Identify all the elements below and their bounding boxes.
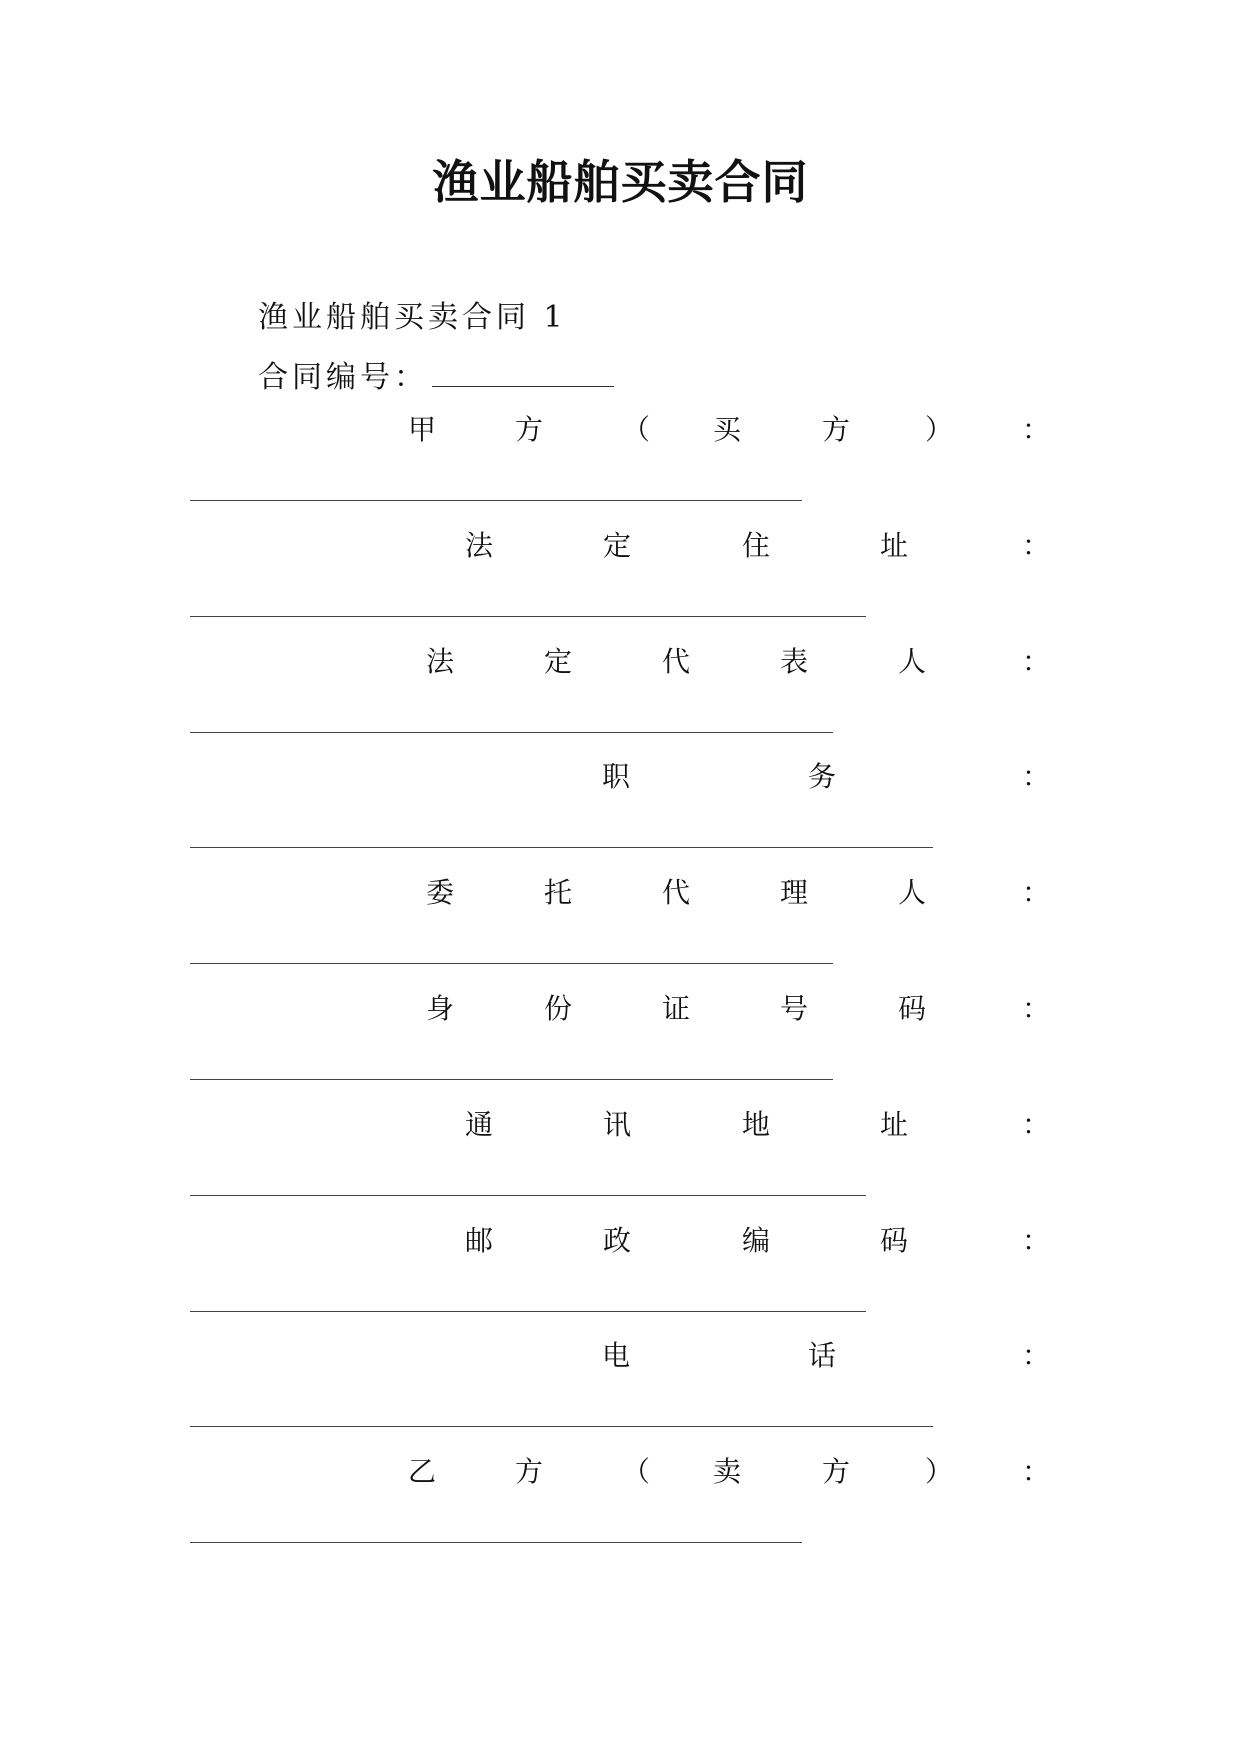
field-label-char: 址 xyxy=(880,529,909,562)
field-label-char: 法 xyxy=(426,645,455,678)
field-blank-agent[interactable] xyxy=(190,963,833,964)
field-colon: ： xyxy=(1022,992,1051,1025)
field-label-char: 份 xyxy=(544,992,573,1025)
field-colon: ： xyxy=(1022,760,1051,793)
field-colon: ： xyxy=(1022,1108,1051,1141)
field-label-id-number xyxy=(0,989,1241,1029)
field-label-char: 码 xyxy=(880,1224,909,1257)
field-label-char: 乙 xyxy=(408,1455,437,1488)
field-blank-postal-code[interactable] xyxy=(190,1311,866,1312)
field-colon: ： xyxy=(1022,645,1051,678)
contract-number-blank[interactable] xyxy=(432,356,614,387)
field-label-legal-representative xyxy=(0,642,1241,682)
field-label-phone xyxy=(0,1336,1241,1376)
field-label-char: 买 xyxy=(713,413,742,446)
field-label-char: 址 xyxy=(880,1108,909,1141)
field-label-char: 地 xyxy=(742,1108,771,1141)
field-blank-legal-representative[interactable] xyxy=(190,732,833,733)
field-label-char: 方 xyxy=(515,1455,544,1488)
field-blank-legal-address[interactable] xyxy=(190,616,866,617)
field-label-char: 表 xyxy=(780,645,809,678)
field-label-char: 甲 xyxy=(408,413,437,446)
field-label-char: 讯 xyxy=(603,1108,632,1141)
field-label-char: 法 xyxy=(465,529,494,562)
field-blank-position[interactable] xyxy=(190,847,933,848)
field-label-char: 话 xyxy=(808,1339,837,1372)
field-label-char: 政 xyxy=(603,1224,632,1257)
field-label-char: 定 xyxy=(544,645,573,678)
field-blank-party-a[interactable] xyxy=(190,500,802,501)
field-label-char: 身 xyxy=(426,992,455,1025)
field-label-party-a xyxy=(0,410,1241,450)
field-colon: ： xyxy=(1022,1339,1051,1372)
field-label-char: 码 xyxy=(898,992,927,1025)
field-label-char: 方 xyxy=(822,1455,851,1488)
field-label-char: 电 xyxy=(602,1339,631,1372)
field-colon: ： xyxy=(1022,1224,1051,1257)
field-label-char: 托 xyxy=(544,876,573,909)
field-label-agent xyxy=(0,873,1241,913)
field-label-char: 通 xyxy=(465,1108,494,1141)
field-label-char: 务 xyxy=(808,760,837,793)
field-label-char: 理 xyxy=(780,876,809,909)
field-label-char: ） xyxy=(925,1455,954,1488)
field-label-postal-code xyxy=(0,1221,1241,1261)
field-label-char: 证 xyxy=(662,992,691,1025)
field-label-char: 方 xyxy=(515,413,544,446)
contract-heading: 渔业船舶买卖合同 1 xyxy=(258,300,567,335)
field-label-char: 住 xyxy=(742,529,771,562)
field-colon: ： xyxy=(1022,1455,1051,1488)
field-colon: ： xyxy=(1022,529,1051,562)
field-label-char: 代 xyxy=(662,876,691,909)
field-blank-id-number[interactable] xyxy=(190,1079,833,1080)
field-label-char: 人 xyxy=(898,876,927,909)
field-label-position xyxy=(0,757,1241,797)
field-label-char: 职 xyxy=(602,760,631,793)
field-blank-mailing-address[interactable] xyxy=(190,1195,866,1196)
field-label-char: （ xyxy=(622,413,651,446)
field-label-char: 邮 xyxy=(465,1224,494,1257)
field-label-char: （ xyxy=(622,1455,651,1488)
field-label-char: 定 xyxy=(603,529,632,562)
document-title: 渔业船舶买卖合同 xyxy=(432,155,809,209)
field-label-char: 代 xyxy=(662,645,691,678)
field-colon: ： xyxy=(1022,413,1051,446)
field-colon: ： xyxy=(1022,876,1051,909)
field-blank-party-b[interactable] xyxy=(190,1542,802,1543)
field-label-char: 编 xyxy=(742,1224,771,1257)
field-label-party-b xyxy=(0,1452,1241,1492)
field-blank-phone[interactable] xyxy=(190,1426,933,1427)
field-label-legal-address xyxy=(0,526,1241,566)
field-label-char: 方 xyxy=(822,413,851,446)
field-label-char: 委 xyxy=(426,876,455,909)
contract-number-label: 合同编号： xyxy=(258,360,428,395)
field-label-char: 号 xyxy=(780,992,809,1025)
field-label-mailing-address xyxy=(0,1105,1241,1145)
field-label-char: ） xyxy=(925,413,954,446)
contract-number-line xyxy=(258,356,614,398)
field-label-char: 人 xyxy=(898,645,927,678)
field-label-char: 卖 xyxy=(713,1455,742,1488)
